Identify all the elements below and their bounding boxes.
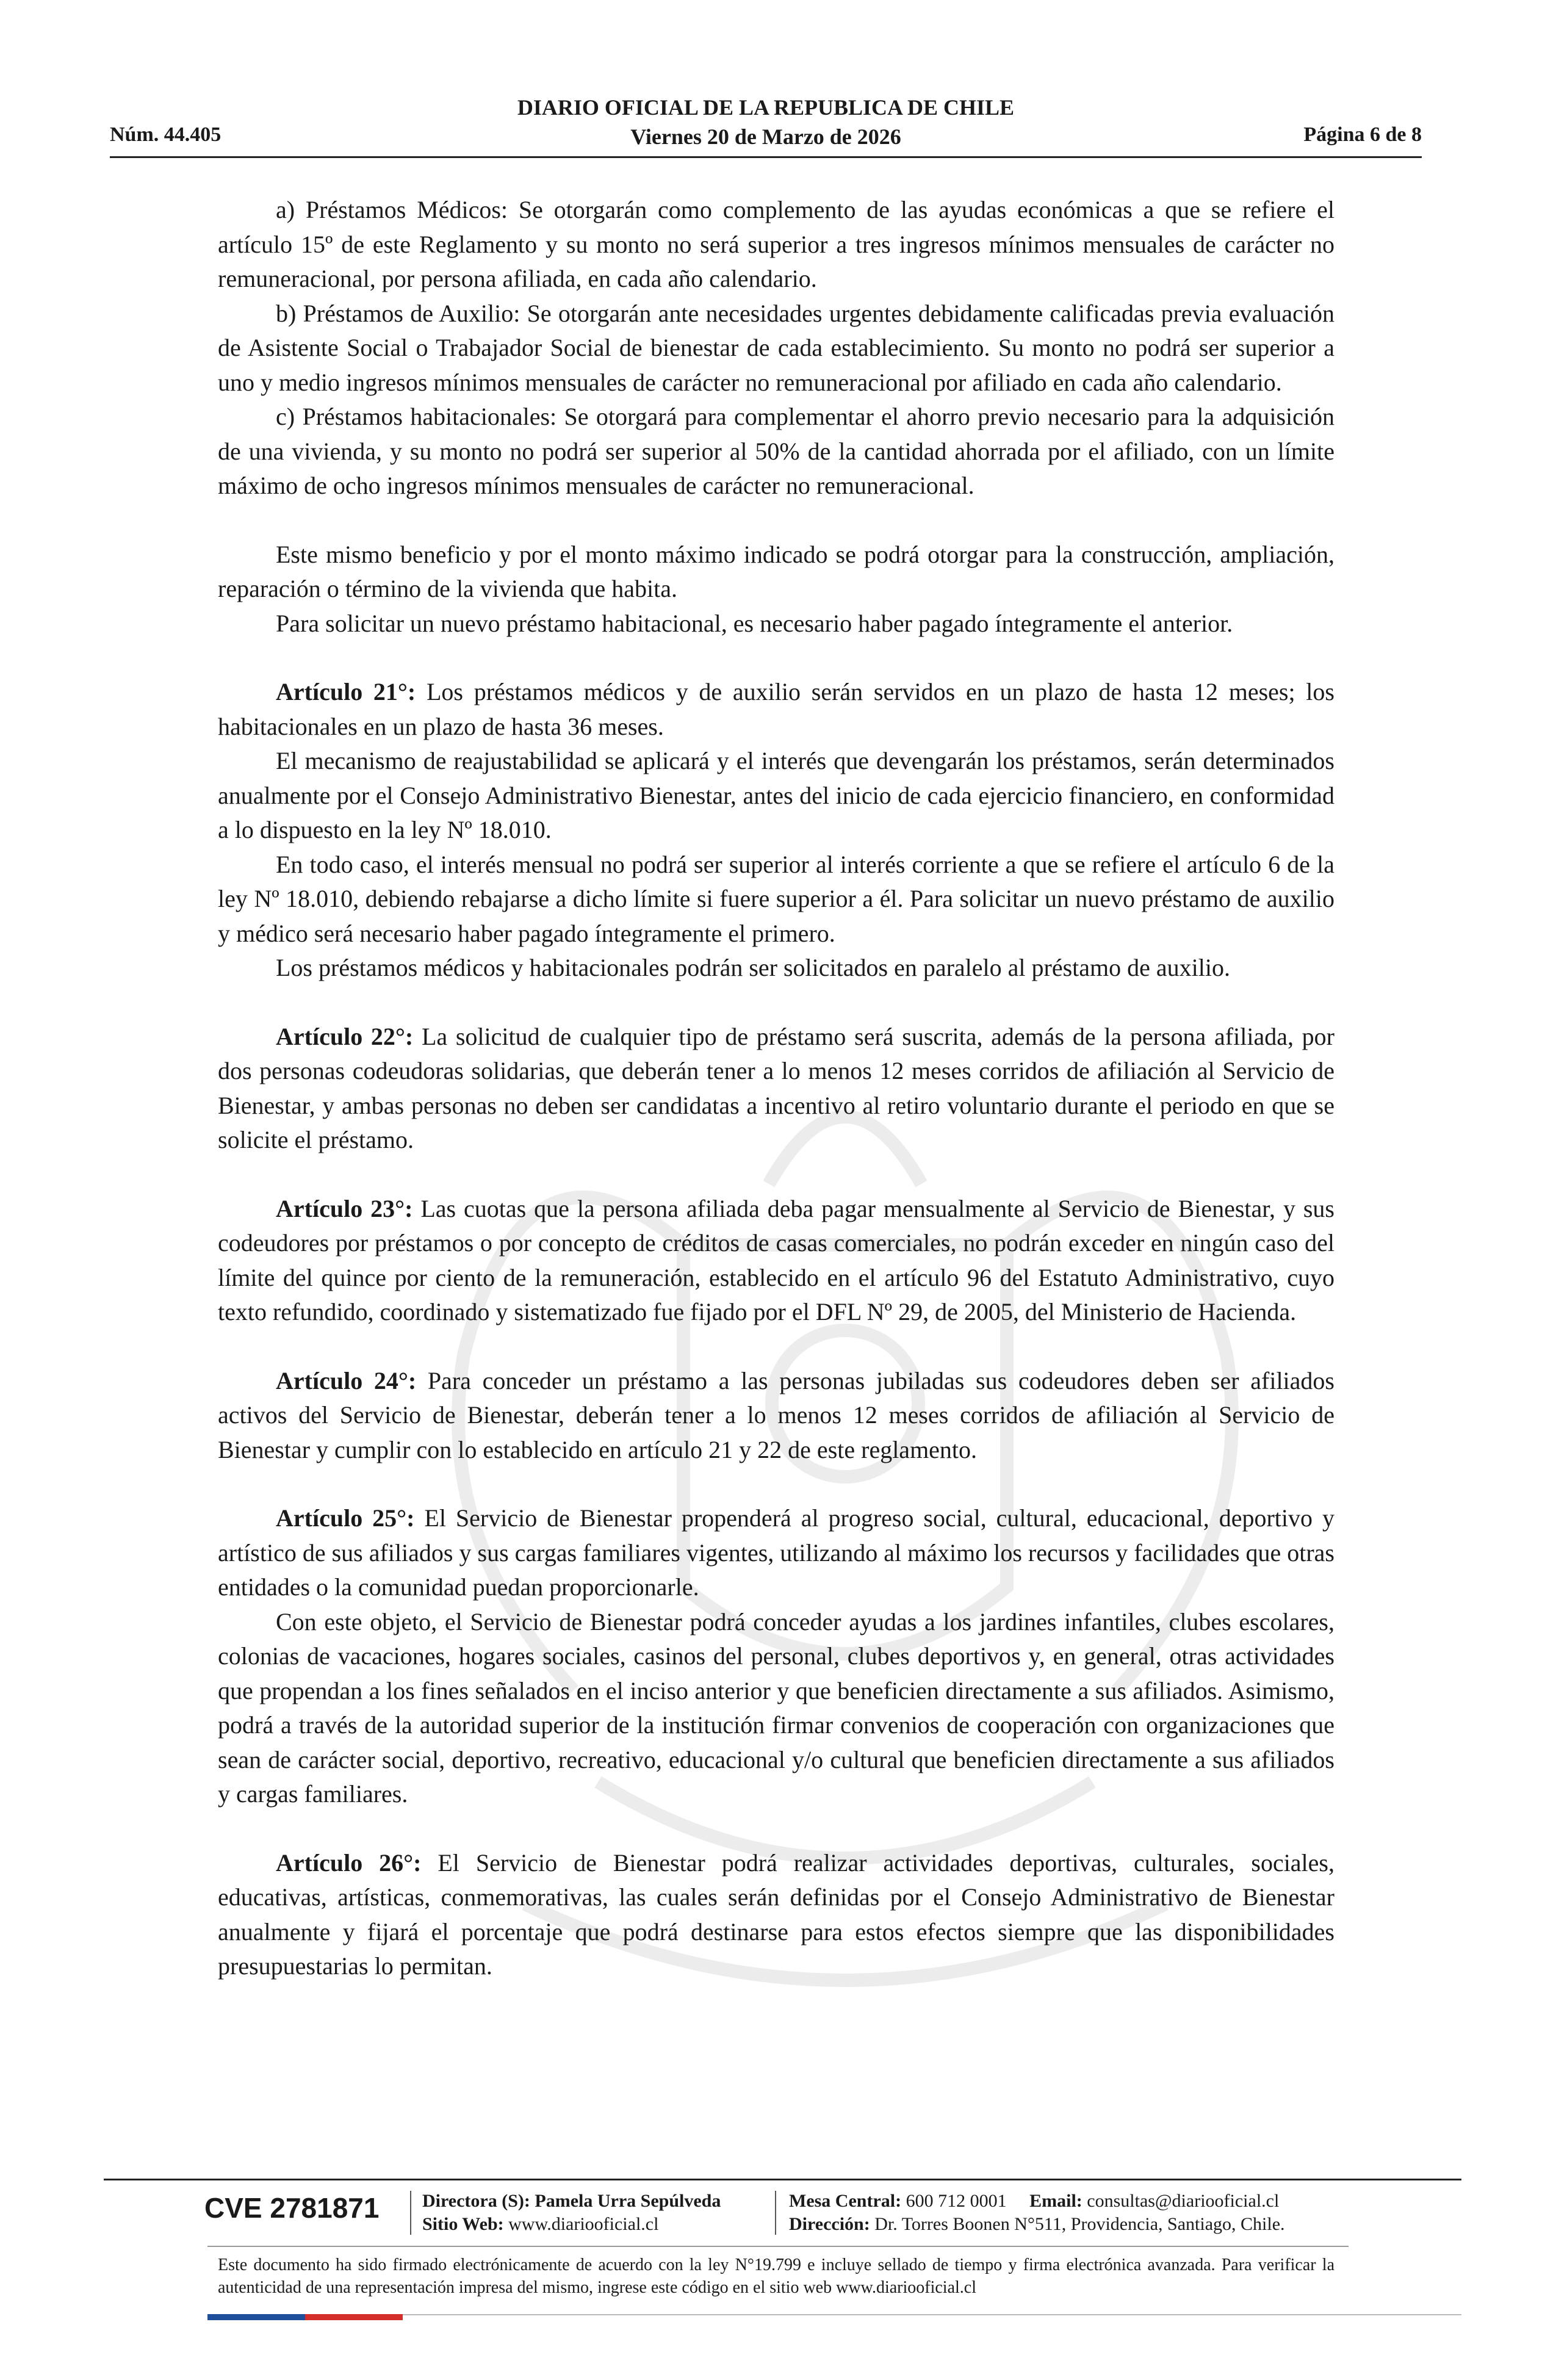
masthead bbox=[110, 93, 1422, 151]
website-label: Sitio Web: bbox=[422, 2214, 504, 2234]
paragraph-housing-renewal: Para solicitar un nuevo préstamo habitacional, es necesario haber pagado íntegramente el anterior. bbox=[276, 609, 1233, 637]
article-21-text: Los préstamos médicos y de auxilio serán servidos en un plazo de hasta 12 meses; los habitacionales en un plazo de hasta 36 meses. bbox=[218, 678, 1334, 740]
article-25-paragraph-2: Con este objeto, el Servicio de Bienestar podrá conceder ayudas a los jardines infantiles, clubes escolares, colonias de vacaciones, hogares sociales, casinos del personal, clubes deportivos y, en general, otras actividades que propendan a los fines señalados en el inciso anterior y que beneficien directamente a sus afiliados. Asimismo, podrá a través de la autoridad superior de la institución firmar convenios de cooperación con organizaciones que sean de carácter social, deportivo, recreativo, educacional y/o cultural que beneficien directamente a sus afiliados y cargas familiares. bbox=[218, 1607, 1334, 1808]
article-25-text: El Servicio de Bienestar propenderá al progreso social, cultural, educacional, deportivo y artístico de sus afiliados y sus cargas familiares vigentes, utilizando al máximo los recursos y facilidades que otras entidades o la comunidad puedan proporcionarle. bbox=[218, 1504, 1334, 1601]
page-header bbox=[110, 92, 1422, 159]
email-link[interactable]: consultas@diariooficial.cl bbox=[1082, 2191, 1280, 2211]
article-24-text: Para conceder un préstamo a las personas jubiladas sus codeudores deben ser afiliados activos del Servicio de Bienestar, deberán tener a lo menos 12 meses corridos de afiliación al Servicio de Bienestar y cumplir con lo establecido en artículo 21 y 22 de este reglamento. bbox=[218, 1366, 1334, 1463]
page-number: Página 6 de 8 bbox=[1303, 123, 1422, 146]
footer-contact bbox=[789, 2190, 1285, 2236]
phone-value: 600 712 0001 bbox=[901, 2191, 1007, 2211]
article-26 bbox=[218, 1846, 1334, 1984]
legal-notice: Este documento ha sido firmado electrónicamente de acuerdo con la ley N°19.799 e incluye sellado de tiempo y firma electrónica avanzada. Para verificar la autenticidad de una representación impresa del mismo, ingrese este código en el sitio web www.diariooficial.cl bbox=[218, 2256, 1334, 2297]
header-divider bbox=[110, 156, 1422, 158]
director-name: Pamela Urra Sepúlveda bbox=[530, 2191, 721, 2211]
article-22 bbox=[218, 1020, 1334, 1158]
article-25 bbox=[218, 1501, 1334, 1605]
paragraph-aid-loans: b) Préstamos de Auxilio: Se otorgarán ante necesidades urgentes debidamente calificadas previa evaluación de Asistente Social o Trabajador Social de bienestar de cada establecimiento. Su monto no podrá ser superior a uno y medio ingresos mínimos mensuales de carácter no remuneracional por afiliado en cada año calendario. bbox=[218, 299, 1334, 396]
footer-separator bbox=[775, 2191, 776, 2235]
director-line bbox=[422, 2190, 721, 2213]
article-21 bbox=[218, 675, 1334, 744]
flag-stripe-red bbox=[305, 2314, 403, 2320]
article-21-title: Artículo 21°: bbox=[276, 678, 416, 705]
footer-directory bbox=[422, 2190, 721, 2236]
phone-label: Mesa Central: bbox=[789, 2191, 902, 2211]
footer-divider bbox=[104, 2179, 1461, 2180]
article-23-text: Las cuotas que la persona afiliada deba pagar mensualmente al Servicio de Bienestar, y sus codeudores por préstamos o por concepto de créditos de casas comerciales, no podrán exceder en ningún caso del límite del quince por ciento de la remuneración, establecido en el artículo 96 del Estatuto Administrativo, cuyo texto refundido, coordinado y sistematizado fue fijado por el DFL Nº 29, de 2005, del Ministerio de Hacienda. bbox=[218, 1194, 1334, 1325]
issue-number: Núm. 44.405 bbox=[110, 123, 222, 146]
article-22-text: La solicitud de cualquier tipo de préstamo será suscrita, además de la persona afiliada, por dos personas codeudoras solidarias, que deberán tener a lo menos 12 meses corridos de afiliación al Servicio de Bienestar, y ambas personas no deben ser candidatas a incentivo al retiro voluntario durante el periodo en que se solicite el préstamo. bbox=[218, 1022, 1334, 1153]
masthead-title: DIARIO OFICIAL DE LA REPUBLICA DE CHILE bbox=[517, 95, 1015, 120]
website-line bbox=[422, 2213, 721, 2236]
issue-date: Viernes 20 de Marzo de 2026 bbox=[630, 124, 901, 149]
article-24 bbox=[218, 1364, 1334, 1468]
article-25-title: Artículo 25°: bbox=[276, 1504, 415, 1532]
article-22-title: Artículo 22°: bbox=[276, 1022, 414, 1050]
article-21-paragraph-4: Los préstamos médicos y habitacionales podrán ser solicitados en paralelo al préstamo de auxilio. bbox=[276, 954, 1230, 981]
address-line bbox=[789, 2213, 1285, 2236]
paragraph-medical-loans: a) Préstamos Médicos: Se otorgarán como complemento de las ayudas económicas a que se refiere el artículo 15º de este Reglamento y su monto no será superior a tres ingresos mínimos mensuales de carácter no remuneracional, por persona afiliada, en cada año calendario. bbox=[218, 196, 1334, 292]
article-23-title: Artículo 23°: bbox=[276, 1194, 413, 1222]
director-label: Directora (S): bbox=[422, 2191, 530, 2211]
article-26-text: El Servicio de Bienestar podrá realizar actividades deportivas, culturales, sociales, educativas, artísticas, conmemorativas, las cuales serán definidas por el Consejo Administrativo de Bienestar anualmente y fijará el porcentaje que podrá destinarse para estos efectos siempre que las disponibilidades presupuestarias lo permitan. bbox=[218, 1848, 1334, 1980]
article-23 bbox=[218, 1192, 1334, 1330]
article-21-paragraph-2: El mecanismo de reajustabilidad se aplicará y el interés que devengarán los préstamos, serán determinados anualmente por el Consejo Administrativo Bienestar, antes del inicio de cada ejercicio financiero, en conformidad a lo dispuesto en la ley Nº 18.010. bbox=[218, 747, 1334, 843]
flag-stripe-blue bbox=[207, 2314, 305, 2320]
paragraph-housing-construction: Este mismo beneficio y por el monto máximo indicado se podrá otorgar para la construcción, ampliación, reparación o término de la vivienda que habita. bbox=[218, 540, 1334, 602]
document-body bbox=[218, 193, 1334, 1984]
article-26-title: Artículo 26°: bbox=[276, 1848, 422, 1877]
footer-separator bbox=[410, 2191, 411, 2235]
address-label: Dirección: bbox=[789, 2214, 870, 2234]
article-21-paragraph-3: En todo caso, el interés mensual no podrá ser superior al interés corriente a que se refiere el artículo 6 de la ley Nº 18.010, debiendo rebajarse a dicho límite si fuere superior a él. Para solicitar un nuevo préstamo de auxilio y médico será necesario haber pagado íntegramente el primero. bbox=[218, 850, 1334, 947]
cve-code: CVE 2781871 bbox=[204, 2192, 380, 2224]
website-link[interactable]: www.diariooficial.cl bbox=[503, 2214, 659, 2234]
article-24-title: Artículo 24°: bbox=[276, 1366, 417, 1394]
address-value: Dr. Torres Boonen N°511, Providencia, Santiago, Chile. bbox=[870, 2214, 1285, 2234]
paragraph-housing-loans: c) Préstamos habitacionales: Se otorgará para complementar el ahorro previo necesario para la adquisición de una vivienda, y su monto no podrá ser superior al 50% de la cantidad ahorrada por el afiliado, con un límite máximo de ocho ingresos mínimos mensuales de carácter no remuneracional. bbox=[218, 403, 1334, 499]
contact-line bbox=[789, 2190, 1285, 2213]
email-label: Email: bbox=[1029, 2191, 1082, 2211]
footer-inner-divider bbox=[207, 2246, 1349, 2247]
